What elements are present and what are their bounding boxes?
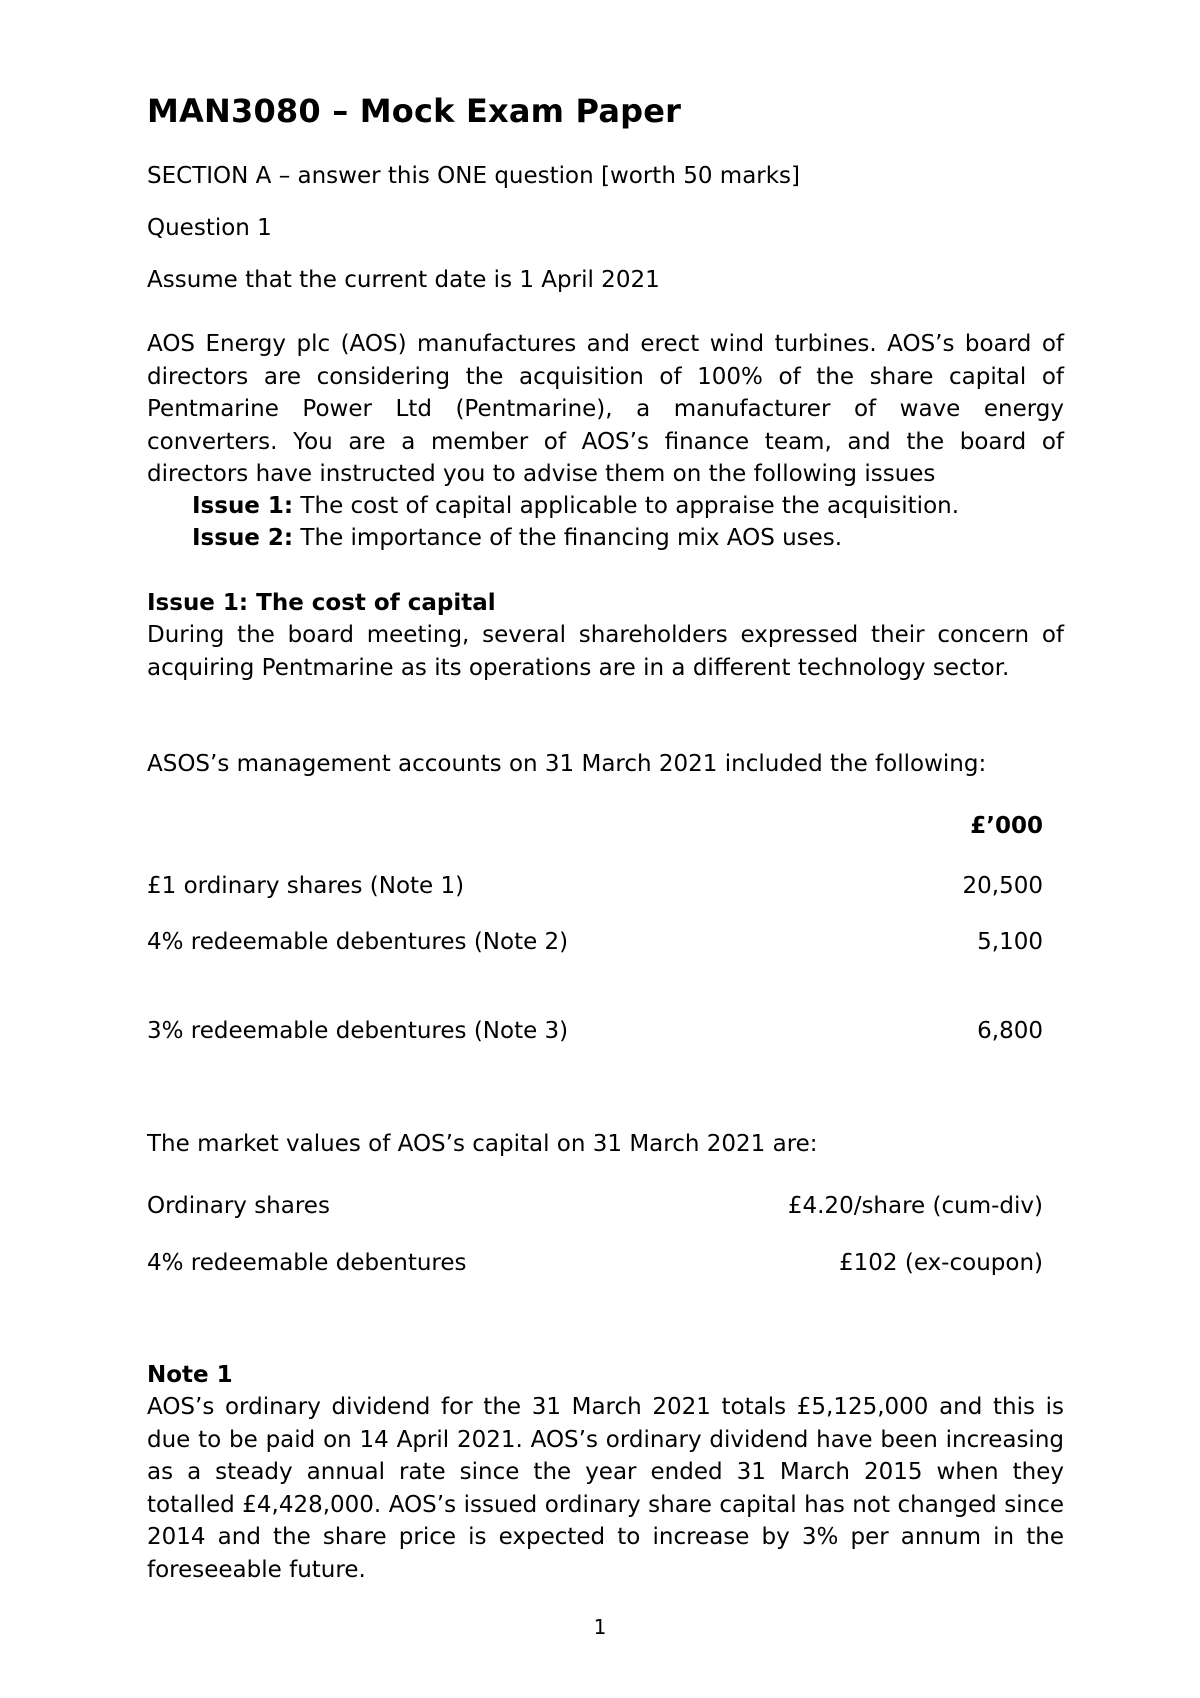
- issue1-body: During the board meeting, several shareholders expressed their concern of acquiring Pentmarine as its operations are in a different technology sector.: [147, 622, 1064, 681]
- issue-1-label: Issue 1:: [192, 493, 294, 519]
- question-label: Question 1: [147, 215, 272, 241]
- market-row-2-value: £102 (ex-coupon): [839, 1250, 1043, 1276]
- accounts-row-1-item: £1 ordinary shares (Note 1): [147, 873, 465, 899]
- section-heading: SECTION A – answer this ONE question [worth 50 marks]: [147, 163, 801, 189]
- market-row-2-item: 4% redeemable debentures: [147, 1250, 467, 1276]
- market-row-1-value: £4.20/share (cum-div): [787, 1193, 1043, 1219]
- accounts-row-2-value: 5,100: [977, 929, 1043, 955]
- page-number: 1: [593, 1615, 607, 1639]
- issue-item-2: [192, 522, 842, 555]
- issue-1-text: The cost of capital applicable to appraise the acquisition.: [293, 493, 960, 519]
- note1-heading: Note 1: [147, 1362, 233, 1388]
- issue-item-1: [192, 490, 959, 523]
- issue1-heading: Issue 1: The cost of capital: [147, 590, 496, 616]
- accounts-row-3-item: 3% redeemable debentures (Note 3): [147, 1018, 569, 1044]
- note1-body: AOS’s ordinary dividend for the 31 March 2021 totals £5,125,000 and this is due to be paid on 14 April 2021. AOS’s ordinary dividend have been increasing as a steady annual rate since the year ended 31 March 2015 when they totalled £4,428,000. AOS’s issued ordinary share capital has not changed since 2014 and the share price is expected to increase by 3% per annum in the foreseeable future.: [147, 1394, 1064, 1583]
- accounts-intro: ASOS’s management accounts on 31 March 2021 included the following:: [147, 751, 987, 777]
- market-row-1-item: Ordinary shares: [147, 1193, 330, 1219]
- accounts-row-3-value: 6,800: [977, 1018, 1043, 1044]
- issue-2-label: Issue 2:: [192, 525, 294, 551]
- date-line: Assume that the current date is 1 April 2021: [147, 267, 660, 293]
- accounts-row-2-item: 4% redeemable debentures (Note 2): [147, 929, 569, 955]
- accounts-unit-header: £’000: [970, 813, 1043, 839]
- market-intro: The market values of AOS’s capital on 31 March 2021 are:: [147, 1131, 818, 1157]
- issue-2-text: The importance of the financing mix AOS uses.: [293, 525, 843, 551]
- intro-paragraph: AOS Energy plc (AOS) manufactures and erect wind turbines. AOS’s board of directors are considering the acquisition of 100% of the share capital of Pentmarine Power Ltd (Pentmarine), a manufacturer of wave energy converters. You are a member of AOS’s finance team, and the board of directors have instructed you to advise them on the following issues: [147, 331, 1064, 487]
- page-title: MAN3080 – Mock Exam Paper: [147, 92, 682, 130]
- accounts-row-1-value: 20,500: [962, 873, 1043, 899]
